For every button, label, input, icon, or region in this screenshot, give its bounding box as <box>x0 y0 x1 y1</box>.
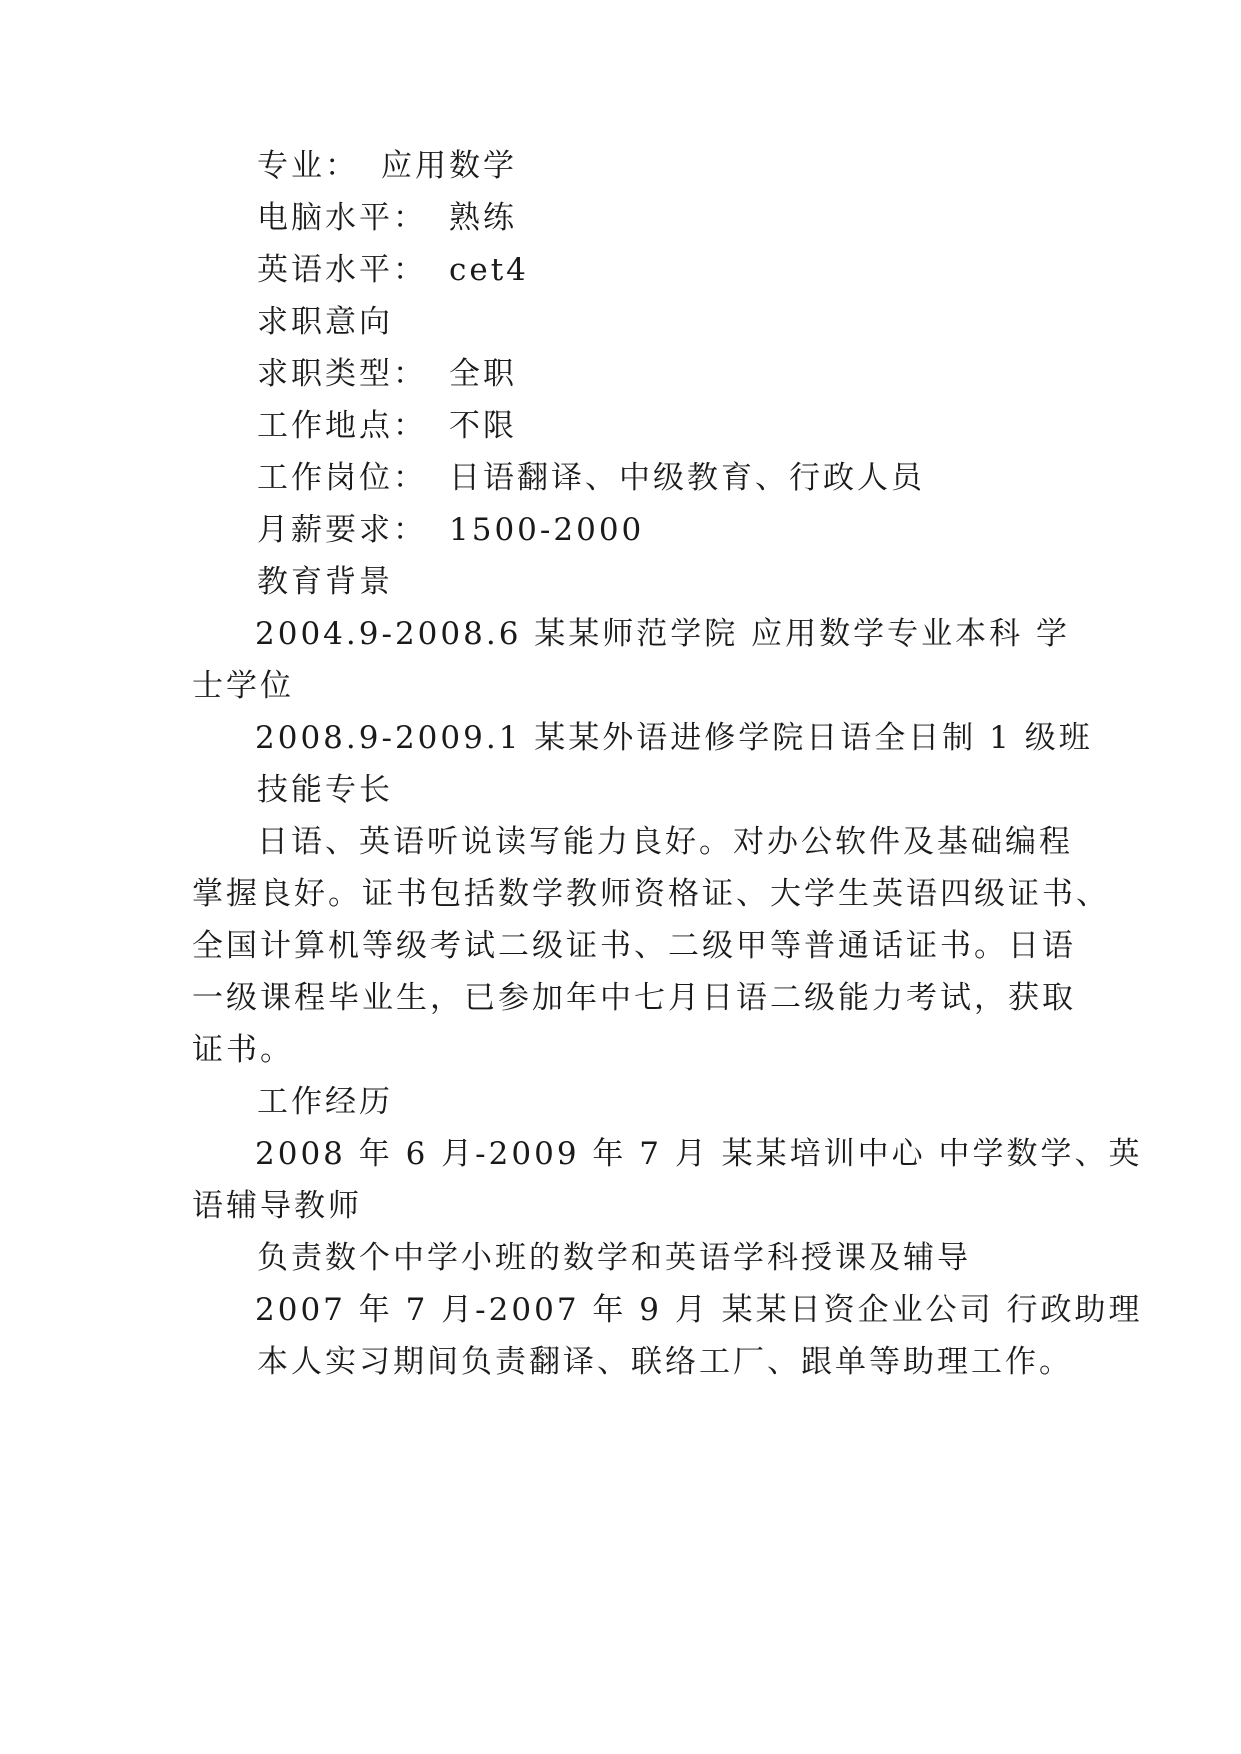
salary-row <box>257 510 644 550</box>
job-2-description: 本人实习期间负责翻译、联络工厂、跟单等助理工作。 <box>257 1344 1073 1380</box>
work-position-label: 工作岗位： <box>257 460 427 496</box>
job-1-line-2: 语辅导教师 <box>192 1188 362 1224</box>
skills-line-1: 日语、英语听说读写能力良好。对办公软件及基础编程 <box>257 824 1073 860</box>
job-2-line-1: 2007 年 7 月-2007 年 9 月 某某日资企业公司 行政助理 <box>255 1292 1143 1328</box>
salary-label: 月薪要求： <box>257 512 427 548</box>
job-type-value: 全职 <box>449 356 517 392</box>
computer-level-value: 熟练 <box>449 200 517 236</box>
job-intent-heading: 求职意向 <box>257 304 393 340</box>
english-level-row <box>257 250 529 290</box>
work-history-heading: 工作经历 <box>257 1084 393 1120</box>
skills-heading: 技能专长 <box>257 772 393 808</box>
skills-line-5: 证书。 <box>192 1032 294 1068</box>
salary-value: 1500-2000 <box>449 512 645 548</box>
skills-line-4: 一级课程毕业生，已参加年中七月日语二级能力考试，获取 <box>192 980 1076 1016</box>
major-row <box>257 146 517 186</box>
major-value: 应用数学 <box>381 148 517 184</box>
education-item-1-line-1: 2004.9-2008.6 某某师范学院 应用数学专业本科 学 <box>255 616 1070 652</box>
major-label: 专业： <box>257 148 359 184</box>
english-level-value: cet4 <box>449 252 529 288</box>
education-item-1-line-2: 士学位 <box>192 668 294 704</box>
work-location-label: 工作地点： <box>257 408 427 444</box>
education-heading: 教育背景 <box>257 564 393 600</box>
work-position-row <box>257 458 925 498</box>
job-1-line-1: 2008 年 6 月-2009 年 7 月 某某培训中心 中学数学、英 <box>255 1136 1143 1172</box>
skills-line-3: 全国计算机等级考试二级证书、二级甲等普通话证书。日语 <box>192 928 1076 964</box>
work-position-value: 日语翻译、中级教育、行政人员 <box>449 460 925 496</box>
english-level-label: 英语水平： <box>257 252 427 288</box>
job-1-description: 负责数个中学小班的数学和英语学科授课及辅导 <box>257 1240 971 1276</box>
computer-level-row <box>257 198 517 238</box>
skills-line-2: 掌握良好。证书包括数学教师资格证、大学生英语四级证书、 <box>192 876 1110 912</box>
computer-level-label: 电脑水平： <box>257 200 427 236</box>
job-type-label: 求职类型： <box>257 356 427 392</box>
education-item-2: 2008.9-2009.1 某某外语进修学院日语全日制 1 级班 <box>255 720 1093 756</box>
work-location-value: 不限 <box>449 408 517 444</box>
job-type-row <box>257 354 517 394</box>
work-location-row <box>257 406 517 446</box>
